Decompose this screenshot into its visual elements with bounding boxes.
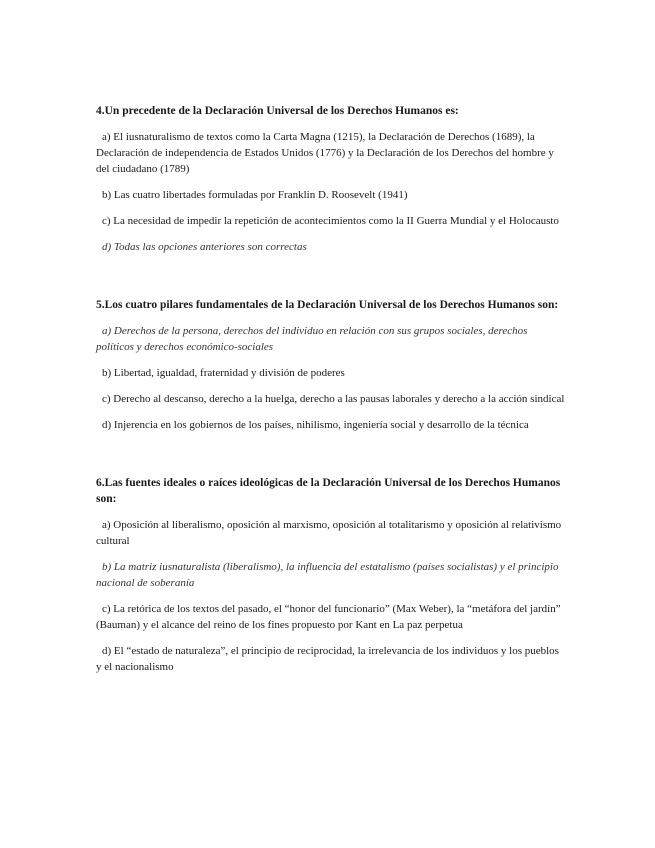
- section-spacer: [96, 265, 566, 297]
- option-b: b) Las cuatro libertades formuladas por Franklin D. Roosevelt (1941): [102, 189, 408, 201]
- option-d: d) Injerencia en los gobiernos de los países, nihilismo, ingeniería social y desarrollo de la técnica: [102, 419, 529, 431]
- section-spacer: [96, 443, 566, 475]
- option-b: b) La matriz iusnaturalista (liberalismo), la influencia del estatalismo (países socialistas) y el principio nacional de soberanía: [96, 561, 559, 589]
- option-a: a) Oposición al liberalismo, oposición al marxismo, oposición al totalitarismo y oposición al relativismo cultural: [96, 519, 562, 547]
- option-d: d) Todas las opciones anteriores son correctas: [102, 241, 307, 253]
- option-c: c) Derecho al descanso, derecho a la huelga, derecho a las pausas laborales y derecho a la acción sindical: [102, 393, 565, 405]
- question-5: [96, 297, 566, 433]
- option-b: b) Libertad, igualdad, fraternidad y división de poderes: [102, 367, 345, 379]
- option-a: a) El iusnaturalismo de textos como la Carta Magna (1215), la Declaración de Derechos (1689), la Declaración de independencia de Estados Unidos (1776) y la Declaración de los Derechos del hombre y del ciudadano (1789): [96, 131, 554, 175]
- option-c: c) La necesidad de impedir la repetición de acontecimientos como la II Guerra Mundial y el Holocausto: [102, 215, 559, 227]
- option-a: a) Derechos de la persona, derechos del individuo en relación con sus grupos sociales, derechos políticos y derechos económico-sociales: [96, 325, 528, 353]
- option-d: d) El “estado de naturaleza”, el principio de reciprocidad, la irrelevancia de los individuos y los pueblos y el nacionalismo: [96, 645, 559, 673]
- question-6: [96, 475, 566, 675]
- question-title: 4.Un precedente de la Declaración Universal de los Derechos Humanos es:: [96, 105, 459, 117]
- question-title: 5.Los cuatro pilares fundamentales de la Declaración Universal de los Derechos Humanos son:: [96, 299, 559, 311]
- question-title: 6.Las fuentes ideales o raíces ideológicas de la Declaración Universal de los Derechos Humanos son:: [96, 477, 561, 505]
- question-4: [96, 103, 566, 255]
- document-page: [96, 103, 566, 685]
- option-c: c) La retórica de los textos del pasado, el “honor del funcionario” (Max Weber), la “metáfora del jardín” (Bauman) y el alcance del reino de los fines propuesto por Kant en La paz perpetua: [96, 603, 561, 631]
